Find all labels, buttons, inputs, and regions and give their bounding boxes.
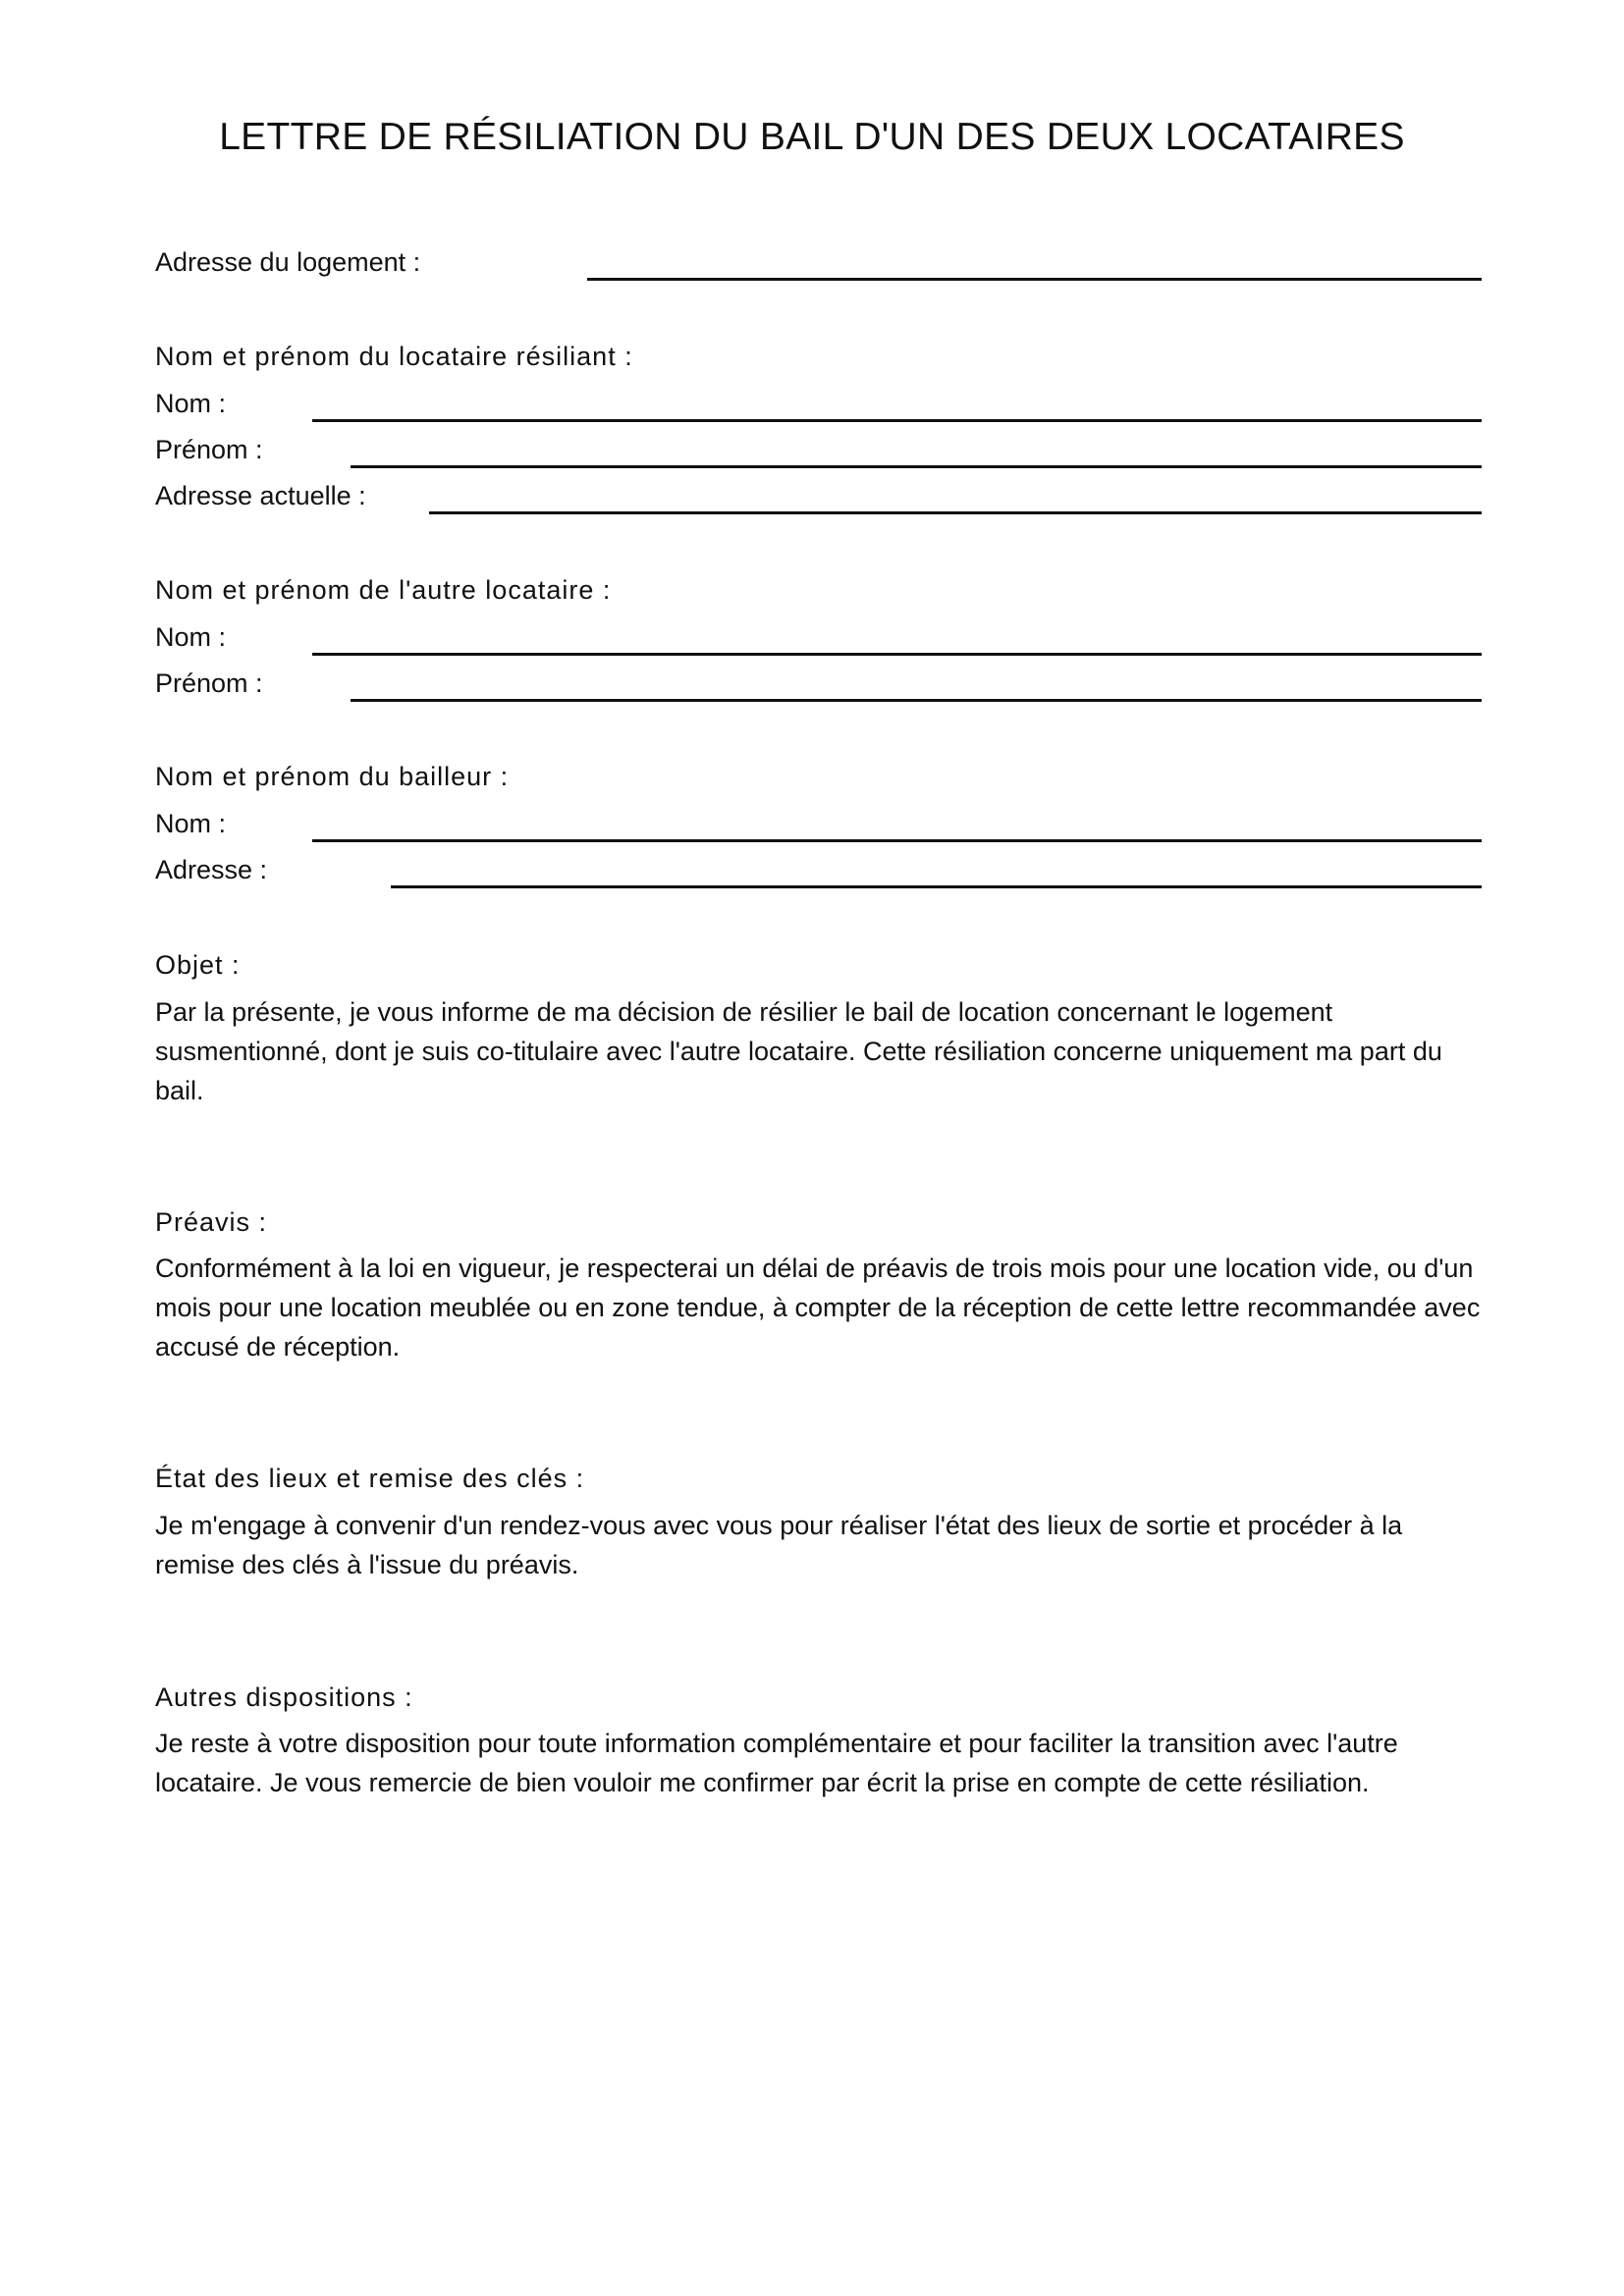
locataire-resiliant-nom-field[interactable]	[312, 419, 1482, 422]
etat-des-lieux-heading: État des lieux et remise des clés :	[155, 1464, 585, 1493]
preavis-heading: Préavis :	[155, 1207, 268, 1237]
document-title: LETTRE DE RÉSILIATION DU BAIL D'UN DES DEUX LOCATAIRES	[219, 116, 1405, 158]
logement-adresse-label: Adresse du logement :	[155, 247, 421, 277]
autre-locataire-heading: Nom et prénom de l'autre locataire :	[155, 575, 612, 605]
autre-locataire-prenom-field[interactable]	[351, 699, 1482, 702]
locataire-resiliant-adresse-field[interactable]	[429, 511, 1482, 514]
locataire-resiliant-prenom-field[interactable]	[351, 465, 1482, 468]
locataire-resiliant-adresse-label: Adresse actuelle :	[155, 481, 366, 510]
autres-dispositions-text: Je reste à votre disposition pour toute information complémentaire et pour faciliter la transition avec l'autre locataire. Je vous remercie de bien vouloir me confirmer par écrit la prise en compte de cette résiliation.	[155, 1729, 1398, 1797]
autre-locataire-prenom-label: Prénom :	[155, 668, 263, 698]
objet-text: Par la présente, je vous informe de ma décision de résilier le bail de location concernant le logement susmentionné, dont je suis co-titulaire avec l'autre locataire. Cette résiliation concerne uniquement ma part du bail.	[155, 997, 1442, 1105]
locataire-resiliant-heading: Nom et prénom du locataire résiliant :	[155, 342, 633, 371]
autre-locataire-nom-label: Nom :	[155, 622, 227, 652]
autres-dispositions-heading: Autres dispositions :	[155, 1682, 413, 1712]
locataire-resiliant-nom-label: Nom :	[155, 389, 227, 418]
logement-adresse-field[interactable]	[587, 278, 1482, 281]
bailleur-heading: Nom et prénom du bailleur :	[155, 762, 510, 791]
preavis-text: Conformément à la loi en vigueur, je respecterai un délai de préavis de trois mois pour une location vide, ou d'un mois pour une location meublée ou en zone tendue, à compter de la réception de cette lettre recommandée avec accusé de réception.	[155, 1254, 1481, 1362]
autre-locataire-nom-field[interactable]	[312, 653, 1482, 656]
bailleur-adresse-label: Adresse :	[155, 855, 268, 884]
etat-des-lieux-text: Je m'engage à convenir d'un rendez-vous avec vous pour réaliser l'état des lieux de sortie et procéder à la remise des clés à l'issue du préavis.	[155, 1511, 1403, 1579]
locataire-resiliant-prenom-label: Prénom :	[155, 435, 263, 464]
bailleur-nom-field[interactable]	[312, 839, 1482, 842]
objet-heading: Objet :	[155, 950, 241, 980]
bailleur-nom-label: Nom :	[155, 809, 227, 838]
bailleur-adresse-field[interactable]	[391, 885, 1482, 888]
